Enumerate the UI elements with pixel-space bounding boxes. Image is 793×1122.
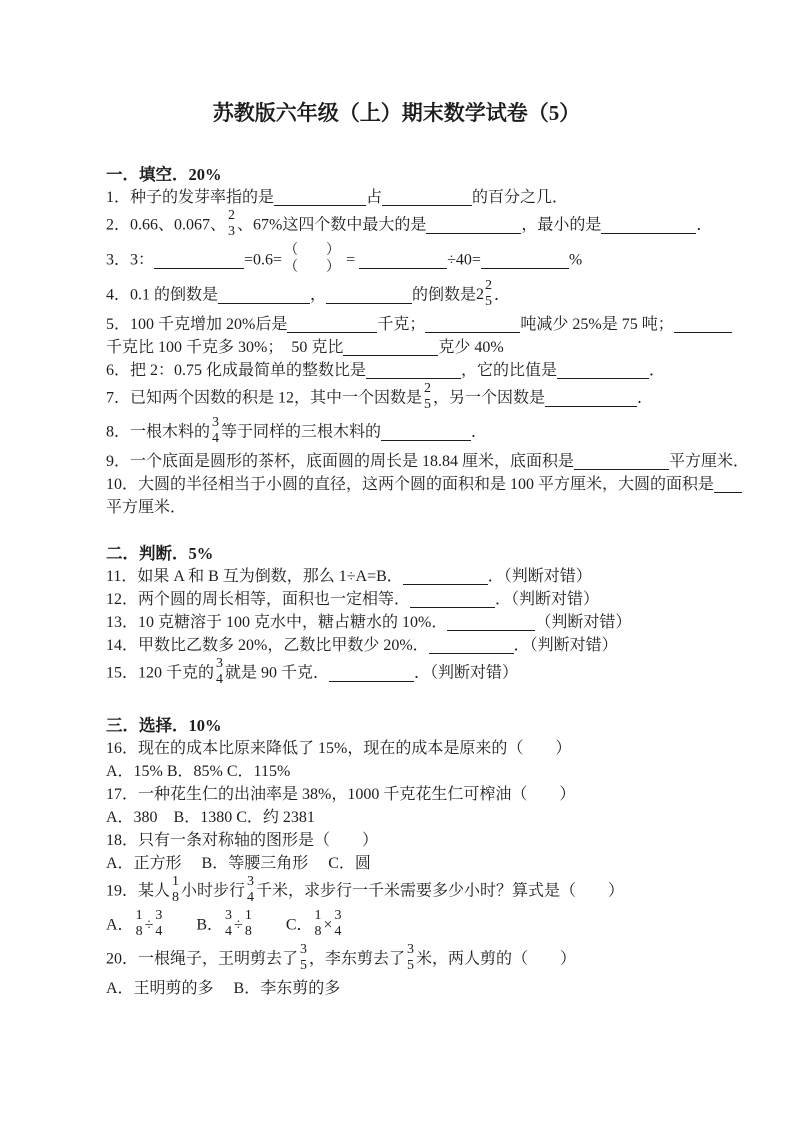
page-title: 苏教版六年级（上）期末数学试卷（5） — [212, 101, 581, 125]
text-run: ．（判断对错） — [495, 591, 600, 608]
text-run: ，另一个因数是 — [433, 389, 546, 407]
text-run: 8．一根木料的 — [106, 423, 211, 441]
answer-blank — [403, 566, 488, 585]
fraction-denominator: 4 — [155, 924, 163, 939]
text-run: ．（判断对错） — [487, 568, 592, 585]
text-run: B． — [164, 916, 224, 934]
question-20 — [106, 944, 735, 976]
fraction-denominator: 4 — [225, 924, 233, 939]
fraction-numerator: 3 — [212, 415, 220, 430]
question-9 — [106, 451, 750, 472]
text-run: A． — [106, 916, 134, 934]
fraction-denominator: 4 — [334, 924, 342, 939]
text-run: ． — [471, 423, 488, 441]
text-run: 15．120 千克的 — [106, 664, 215, 682]
fraction-denominator: 5 — [424, 397, 432, 412]
text-run: 6．把 2：0.75 化成最简单的整数比是 — [106, 362, 367, 379]
question-16-options — [106, 761, 735, 782]
fraction-numerator: 2 — [424, 381, 432, 396]
fraction-numerator: 3 — [300, 942, 308, 957]
text-run: 千克比 100 千克多 30%； 50 克比 — [106, 339, 344, 356]
fraction-denominator: 8 — [172, 890, 180, 905]
text-run: ．（判断对错） — [414, 664, 519, 682]
question-5-line-1 — [106, 314, 735, 335]
paren-blank-top: （ ） — [284, 243, 341, 258]
fraction — [422, 381, 433, 413]
answer-blank — [425, 314, 520, 333]
text-run: ÷ — [144, 916, 154, 934]
text-run: 17．一种花生仁的出油率是 38%，1000 千克花生仁可榨油（ ） — [106, 786, 576, 803]
text-run: 13．10 克糖溶于 100 克水中，糖占糖水的 10%． — [106, 614, 448, 631]
fraction-numerator: 1 — [135, 908, 143, 923]
question-15 — [106, 658, 735, 690]
text-run: A．15% B．85% C．115% — [106, 763, 291, 780]
text-run: C． — [253, 916, 313, 934]
question-14 — [106, 635, 735, 656]
answer-blank — [287, 314, 377, 333]
question-12 — [106, 589, 735, 610]
text-run: 2．0.66、0.067、 — [106, 216, 227, 234]
fraction-numerator: 1 — [244, 908, 252, 923]
text-run: 平方厘米． — [106, 499, 187, 516]
text-run: 千米，求步行一千米需要多少小时？算式是（ ） — [256, 882, 625, 900]
text-run: 18．只有一条对称轴的图形是（ ） — [106, 832, 379, 849]
question-10-line-2 — [106, 497, 735, 518]
text-run: 20．一根绳子，王明剪去了 — [106, 950, 299, 968]
answer-blank — [447, 612, 535, 631]
answer-blank — [426, 215, 521, 234]
fraction — [484, 278, 494, 310]
question-2 — [106, 210, 735, 242]
text-run: 小时步行 — [181, 882, 246, 900]
question-18-options — [106, 853, 735, 874]
fraction-denominator: 5 — [300, 958, 308, 973]
question-10-line-1 — [106, 474, 735, 495]
paren-blank-bottom: （ ） — [284, 260, 341, 275]
text-run: 4．0.1 的倒数是 — [106, 286, 219, 304]
fraction — [170, 874, 181, 906]
answer-blank — [343, 337, 438, 356]
text-run: 、67%这四个数中最大的是 — [237, 216, 427, 234]
fraction — [210, 415, 221, 447]
section-heading-multiple-choice: 三．选择．10% — [106, 716, 222, 735]
mixed-number-whole: 2 — [476, 285, 485, 303]
fraction-numerator: 1 — [172, 874, 180, 889]
question-4 — [106, 280, 735, 312]
fraction-denominator: 5 — [407, 958, 415, 973]
answer-blank — [429, 635, 514, 654]
answer-blank — [545, 388, 637, 407]
fraction — [214, 656, 225, 688]
answer-blank — [601, 215, 696, 234]
exam-sections — [106, 161, 750, 999]
fraction-numerator: 3 — [225, 908, 233, 923]
text-run: ． — [649, 362, 666, 379]
fraction-denominator: 5 — [485, 294, 493, 309]
text-run: ÷40= — [447, 251, 481, 269]
fraction — [405, 942, 416, 974]
fraction — [245, 874, 256, 906]
answer-blank — [481, 250, 569, 269]
text-run: A．正方形 B．等腰三角形 C．圆 — [106, 855, 371, 872]
text-run: ，它的比值是 — [461, 362, 558, 379]
text-run: 11．如果 A 和 B 互为倒数，那么 1÷A=B． — [106, 568, 403, 585]
fraction — [223, 908, 234, 940]
text-run: 16．现在的成本比原来降低了 15%，现在的成本是原来的（ ） — [106, 740, 572, 757]
answer-blank — [381, 422, 471, 441]
fraction-numerator: 3 — [155, 908, 163, 923]
text-run: A．王明剪的多 B．李东剪的多 — [106, 980, 341, 997]
answer-blank — [218, 285, 310, 304]
answer-blank — [574, 451, 669, 470]
text-run: 12．两个圆的周长相等，面积也一定相等． — [106, 591, 411, 608]
text-run: 等于同样的三根木料的 — [221, 423, 382, 441]
text-run: ． — [637, 389, 654, 407]
question-17-options — [106, 807, 735, 828]
question-11 — [106, 566, 735, 587]
section-heading-true-or-false: 二．判断．5% — [106, 544, 214, 563]
section-heading-fill-in-blanks: 一．填空．20% — [106, 165, 222, 184]
text-run: A．380 B．1380 C．约 2381 — [106, 809, 315, 826]
answer-blank — [674, 314, 732, 333]
text-run: 7．已知两个因数的积是 12，其中一个因数是 — [106, 389, 423, 407]
fraction-numerator: 3 — [216, 656, 224, 671]
text-run: 10．大圆的半径相当于小圆的直径，这两个圆的面积和是 100 平方厘米，大圆的面积是 — [106, 476, 715, 493]
question-18 — [106, 830, 735, 851]
question-5-line-2 — [106, 337, 735, 358]
answer-blank — [359, 250, 447, 269]
text-run: 千克； — [377, 316, 426, 333]
text-run: 占 — [366, 189, 383, 206]
question-8 — [106, 417, 735, 449]
fraction-denominator: 8 — [135, 924, 143, 939]
text-run: 的倒数是 — [412, 286, 477, 304]
fraction — [313, 908, 324, 940]
fraction-numerator: 3 — [407, 942, 415, 957]
fraction — [333, 908, 344, 940]
text-run: × — [323, 916, 333, 934]
text-run: 1．种子的发芽率指的是 — [106, 189, 275, 206]
question-7 — [106, 383, 735, 415]
text-run: ． — [494, 286, 511, 304]
text-run: 19．某人 — [106, 882, 171, 900]
question-13 — [106, 612, 735, 633]
fraction-denominator: 4 — [216, 672, 224, 687]
question-16 — [106, 738, 735, 759]
text-run: 14．甲数比乙数多 20%，乙数比甲数少 20%． — [106, 637, 429, 654]
text-run: 9．一个底面是圆形的茶杯，底面圆的周长是 18.84 厘米，底面积是 — [106, 453, 575, 470]
answer-blank — [329, 663, 414, 682]
fraction-denominator: 4 — [247, 890, 255, 905]
fraction — [243, 908, 254, 940]
question-6 — [106, 360, 735, 381]
paren-fraction-blank — [282, 242, 342, 276]
fraction-denominator: 8 — [244, 924, 252, 939]
text-run: 平方厘米． — [669, 453, 750, 470]
fraction-denominator: 3 — [228, 224, 236, 239]
fraction — [153, 908, 164, 940]
fraction-numerator: 2 — [485, 278, 493, 293]
text-run: =0.6= — [244, 251, 283, 269]
text-run: 5．100 千克增加 20%后是 — [106, 316, 288, 333]
answer-blank — [714, 474, 742, 493]
fraction-denominator: 8 — [314, 924, 322, 939]
fraction-numerator: 3 — [334, 908, 342, 923]
question-19 — [106, 876, 735, 908]
text-run: ． — [696, 216, 713, 234]
text-run: 就是 90 千克． — [225, 664, 330, 682]
mixed-number — [476, 278, 494, 310]
fraction — [226, 208, 237, 240]
text-run: % — [568, 251, 583, 269]
question-1 — [106, 187, 735, 208]
answer-blank — [154, 250, 244, 269]
text-run: （判断对错） — [535, 614, 632, 631]
text-run: 吨减少 25%是 75 吨； — [520, 316, 674, 333]
fraction — [298, 942, 309, 974]
text-run: = — [342, 251, 360, 269]
answer-blank — [557, 360, 649, 379]
text-run: 的百分之几． — [472, 189, 569, 206]
answer-blank — [274, 187, 366, 206]
text-run: 3．3： — [106, 251, 155, 269]
text-run: ，李东剪去了 — [309, 950, 406, 968]
text-run: ，最小的是 — [521, 216, 602, 234]
answer-blank — [366, 360, 461, 379]
answer-blank — [382, 187, 472, 206]
answer-blank — [410, 589, 495, 608]
question-3 — [106, 244, 735, 278]
fraction-numerator: 2 — [228, 208, 236, 223]
fraction-denominator: 4 — [212, 431, 220, 446]
text-run: ．（判断对错） — [513, 637, 618, 654]
question-19-options — [106, 910, 735, 942]
text-run: 克少 40% — [438, 339, 504, 356]
fraction — [134, 908, 145, 940]
question-17 — [106, 784, 735, 805]
text-run: ÷ — [234, 916, 243, 934]
text-run: ， — [310, 286, 327, 304]
fraction-numerator: 1 — [314, 908, 322, 923]
fraction-numerator: 3 — [247, 874, 255, 889]
question-20-options — [106, 978, 735, 999]
answer-blank — [326, 285, 412, 304]
text-run: 米，两人剪的（ ） — [416, 950, 577, 968]
